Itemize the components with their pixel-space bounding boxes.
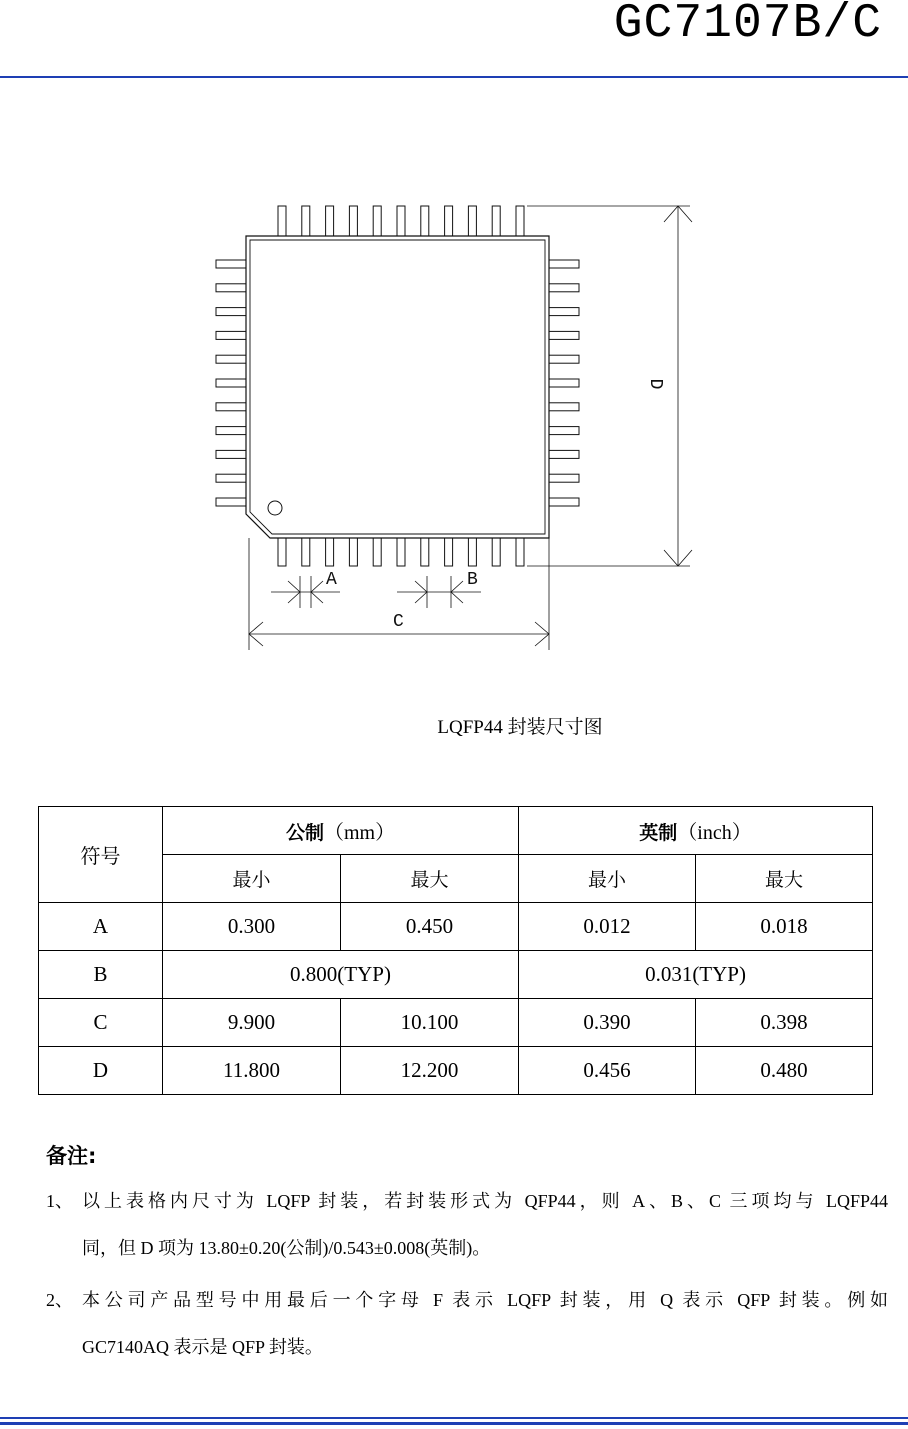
note-line: 本公司产品型号中用最后一个字母 F 表示 LQFP 封装，用 Q 表示 QFP 封装。例如 xyxy=(82,1290,888,1310)
package-lead xyxy=(278,538,286,566)
mm-min-value: 11.800 xyxy=(163,1047,341,1095)
right-pins xyxy=(549,260,579,506)
package-lead xyxy=(216,450,246,458)
pin1-marker xyxy=(268,501,282,515)
inch-min-value: 0.390 xyxy=(519,999,696,1047)
left-pins xyxy=(216,260,246,506)
footer-rule xyxy=(0,1417,908,1419)
package-lead xyxy=(549,260,579,268)
bottom-pins xyxy=(278,538,524,566)
note-line: 以上表格内尺寸为 LQFP 封装，若封装形式为 QFP44，则 A、B、C 三项均与 LQFP44 xyxy=(82,1191,888,1211)
package-body-inner xyxy=(250,240,545,534)
note-number: 1、 xyxy=(46,1191,73,1211)
package-lead xyxy=(216,427,246,435)
row-symbol: D xyxy=(39,1047,163,1095)
inch-max-value: 0.480 xyxy=(696,1047,873,1095)
inch-min-value: 0.456 xyxy=(519,1047,696,1095)
dimension-table xyxy=(38,806,873,1095)
table-row xyxy=(39,1047,873,1095)
dim-label-b: B xyxy=(467,570,478,590)
metric-header xyxy=(163,807,519,855)
footer-rule-thick xyxy=(0,1422,908,1425)
package-lead xyxy=(421,206,429,236)
note-item xyxy=(46,1277,888,1371)
mm-min-value: 9.900 xyxy=(163,999,341,1047)
table-row xyxy=(39,903,873,951)
package-lead xyxy=(549,403,579,411)
package-lead xyxy=(326,538,334,566)
package-lead xyxy=(397,538,405,566)
package-lead xyxy=(445,206,453,236)
package-lead xyxy=(216,379,246,387)
package-lead xyxy=(302,538,310,566)
dim-label-a: A xyxy=(326,570,337,590)
row-symbol: C xyxy=(39,999,163,1047)
metric-header-unit: （mm） xyxy=(323,822,396,844)
inch-max-value: 0.018 xyxy=(696,903,873,951)
package-lead xyxy=(216,474,246,482)
package-body xyxy=(246,236,549,538)
package-lead xyxy=(549,450,579,458)
mm-max-value: 0.450 xyxy=(341,903,519,951)
inch-max-header: 最大 xyxy=(696,855,873,903)
header-rule xyxy=(0,76,908,78)
inch-min-header: 最小 xyxy=(519,855,696,903)
package-lead xyxy=(549,308,579,316)
package-lead xyxy=(549,379,579,387)
mm-typ-value: 0.800(TYP) xyxy=(163,951,519,999)
package-lead xyxy=(216,284,246,292)
package-lead xyxy=(492,206,500,236)
package-lead xyxy=(516,206,524,236)
imperial-header-unit: （inch） xyxy=(677,822,752,844)
note-line: GC7140AQ 表示是 QFP 封装。 xyxy=(82,1337,323,1357)
dim-label-c: C xyxy=(393,612,404,632)
notes-title: 备注: xyxy=(46,1144,97,1168)
mm-max-header: 最大 xyxy=(341,855,519,903)
package-lead xyxy=(216,308,246,316)
package-lead xyxy=(468,206,476,236)
document-title: GC7107B/C xyxy=(613,0,882,51)
package-lead xyxy=(349,206,357,236)
package-lead xyxy=(516,538,524,566)
package-lead xyxy=(349,538,357,566)
dim-label-d: D xyxy=(645,378,665,390)
package-lead xyxy=(278,206,286,236)
mm-min-value: 0.300 xyxy=(163,903,341,951)
package-lead xyxy=(216,260,246,268)
inch-max-value: 0.398 xyxy=(696,999,873,1047)
mm-min-header: 最小 xyxy=(163,855,341,903)
mm-max-value: 12.200 xyxy=(341,1047,519,1095)
imperial-header xyxy=(519,807,873,855)
package-lead xyxy=(492,538,500,566)
table-row xyxy=(39,951,873,999)
lqfp44-package-drawing xyxy=(0,190,908,670)
package-lead xyxy=(549,331,579,339)
package-lead xyxy=(373,538,381,566)
package-lead xyxy=(445,538,453,566)
package-lead xyxy=(216,355,246,363)
mm-max-value: 10.100 xyxy=(341,999,519,1047)
package-lead xyxy=(326,206,334,236)
package-lead xyxy=(302,206,310,236)
note-item xyxy=(46,1178,888,1272)
row-symbol: A xyxy=(39,903,163,951)
package-lead xyxy=(216,331,246,339)
package-lead xyxy=(397,206,405,236)
figure-caption: LQFP44 封装尺寸图 xyxy=(437,717,603,738)
imperial-header-label: 英制 xyxy=(639,822,678,844)
metric-header-label: 公制 xyxy=(285,822,324,844)
package-lead xyxy=(549,284,579,292)
package-lead xyxy=(421,538,429,566)
package-lead xyxy=(468,538,476,566)
top-pins xyxy=(278,206,524,236)
note-number: 2、 xyxy=(46,1290,73,1310)
inch-min-value: 0.012 xyxy=(519,903,696,951)
row-symbol: B xyxy=(39,951,163,999)
symbol-header: 符号 xyxy=(39,807,163,903)
package-lead xyxy=(216,498,246,506)
package-lead xyxy=(216,403,246,411)
inch-typ-value: 0.031(TYP) xyxy=(519,951,873,999)
package-lead xyxy=(549,498,579,506)
package-lead xyxy=(549,355,579,363)
package-lead xyxy=(373,206,381,236)
table-row xyxy=(39,999,873,1047)
package-lead xyxy=(549,427,579,435)
note-line: 同，但 D 项为 13.80±0.20(公制)/0.543±0.008(英制)。 xyxy=(82,1238,491,1258)
package-lead xyxy=(549,474,579,482)
